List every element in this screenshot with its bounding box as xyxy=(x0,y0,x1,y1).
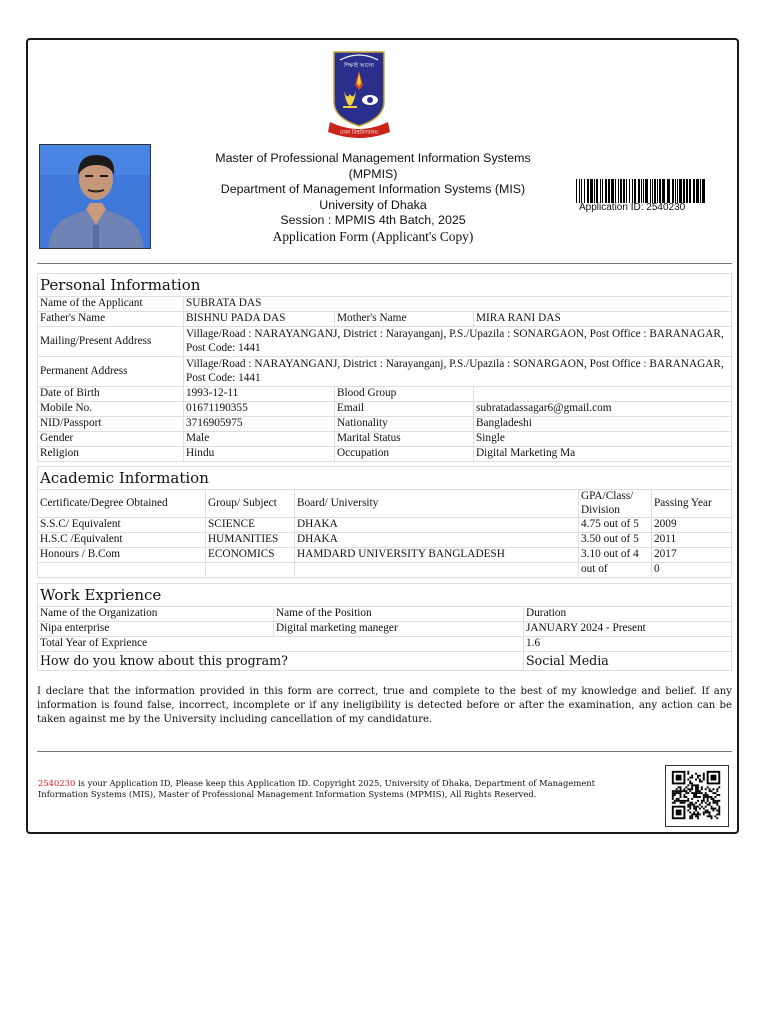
academic-cell: HUMANITIES xyxy=(206,533,295,548)
academic-cell: HAMDARD UNIVERSITY BANGLADESH xyxy=(295,548,579,563)
mobile-label: Mobile No. xyxy=(38,402,184,417)
dob-label: Date of Birth xyxy=(38,387,184,402)
blood-group-value xyxy=(474,387,732,402)
marital-status-label: Marital Status xyxy=(335,432,474,447)
university-logo xyxy=(324,50,394,144)
application-id-label: Application ID: 2540230 xyxy=(579,202,686,213)
nationality-label: Nationality xyxy=(335,417,474,432)
university-name: University of Dhaka xyxy=(319,197,427,212)
academic-cell: 2009 xyxy=(652,518,732,533)
footer-text: is your Application ID, Please keep this Application ID. Copyright 2025, University of Dhaka, Department of Management Information Systems (MIS), Master of Professional Management Information Systems (MPMIS), All Rights Reserved. xyxy=(38,778,595,799)
program-abbr: (MPMIS) xyxy=(348,166,398,181)
academic-cell: DHAKA xyxy=(295,518,579,533)
blood-group-label: Blood Group xyxy=(335,387,474,402)
occupation-label: Occupation xyxy=(335,447,474,462)
applicant-name-label: Name of the Applicant xyxy=(38,297,184,312)
svg-text:শিক্ষাই আলো: শিক্ষাই আলো xyxy=(344,63,374,69)
academic-cell: out of xyxy=(579,563,652,578)
occupation-value: Digital Marketing Ma xyxy=(474,447,732,462)
total-experience-label: Total Year of Exprience xyxy=(38,637,524,652)
footer-divider xyxy=(37,751,732,752)
academic-cell: 4.75 out of 5 xyxy=(579,518,652,533)
mobile-value: 01671190355 xyxy=(184,402,335,417)
program-title: Master of Professional Management Information Systems xyxy=(215,151,531,165)
personal-heading: Personal Information xyxy=(38,274,732,297)
religion-label: Religion xyxy=(38,447,184,462)
academic-col-year: Passing Year xyxy=(652,490,732,518)
father-name-value: BISHNU PADA DAS xyxy=(184,312,335,327)
form-title: Application Form (Applicant's Copy) xyxy=(272,228,474,244)
academic-cell: 3.50 out of 5 xyxy=(579,533,652,548)
religion-value: Hindu xyxy=(184,447,335,462)
mailing-address-value: Village/Road : NARAYANGANJ, District : Narayanganj, P.S./Upazila : SONARGAON, Post Office : BARANAGAR, Post Code: 1441 xyxy=(184,327,732,357)
table-row xyxy=(38,533,732,548)
nid-value: 3716905975 xyxy=(184,417,335,432)
work-position: Digital marketing maneger xyxy=(274,622,524,637)
logo-ribbon-text: ঢাকা বিশ্ববিদ্যালয় xyxy=(340,130,378,136)
gender-value: Male xyxy=(184,432,335,447)
footer-note xyxy=(38,778,623,799)
applicant-photo xyxy=(39,144,151,249)
academic-information-section xyxy=(37,466,732,578)
father-name-label: Father's Name xyxy=(38,312,184,327)
academic-heading: Academic Information xyxy=(38,467,732,490)
how-know-label: How do you know about this program? xyxy=(38,652,524,671)
footer-application-id: 2540230 xyxy=(38,778,76,788)
application-form-sheet xyxy=(26,38,739,834)
academic-col-board: Board/ University xyxy=(295,490,579,518)
academic-cell xyxy=(206,563,295,578)
application-qr-code xyxy=(665,765,729,827)
academic-cell: 0 xyxy=(652,563,732,578)
academic-cell: 2011 xyxy=(652,533,732,548)
declaration-text: I declare that the information provided in this form are correct, true and complete to the best of my knowledge and belief. If any information is found false, incorrect, incomplete or if any ineligibility is detected before or after the examination, any action can be taken against me by the University including cancellation of my candidature. xyxy=(37,686,732,726)
academic-cell xyxy=(38,563,206,578)
work-col-organization: Name of the Organization xyxy=(38,607,274,622)
permanent-address-label: Permanent Address xyxy=(38,357,184,387)
header-divider xyxy=(37,263,732,264)
email-label: Email xyxy=(335,402,474,417)
table-row xyxy=(38,622,732,637)
applicant-name-value: SUBRATA DAS xyxy=(184,297,732,312)
form-header xyxy=(178,151,568,245)
nationality-value: Bangladeshi xyxy=(474,417,732,432)
mailing-address-label: Mailing/Present Address xyxy=(38,327,184,357)
academic-col-certificate: Certificate/Degree Obtained xyxy=(38,490,206,518)
academic-cell: Honours / B.Com xyxy=(38,548,206,563)
table-row xyxy=(38,518,732,533)
personal-information-section xyxy=(37,273,732,462)
total-experience-value: 1.6 xyxy=(524,637,732,652)
academic-cell: H.S.C /Equivalent xyxy=(38,533,206,548)
work-col-duration: Duration xyxy=(524,607,732,622)
marital-status-value: Single xyxy=(474,432,732,447)
nid-label: NID/Passport xyxy=(38,417,184,432)
academic-col-gpa: GPA/Class/ Division xyxy=(579,490,652,518)
academic-cell: 3.10 out of 4 xyxy=(579,548,652,563)
work-duration: JANUARY 2024 - Present xyxy=(524,622,732,637)
academic-cell: 2017 xyxy=(652,548,732,563)
academic-cell: S.S.C/ Equivalent xyxy=(38,518,206,533)
work-organization: Nipa enterprise xyxy=(38,622,274,637)
work-heading: Work Exprience xyxy=(38,584,732,607)
work-experience-section xyxy=(37,583,732,671)
mother-name-label: Mother's Name xyxy=(335,312,474,327)
email-value: subratadassagar6@gmail.com xyxy=(474,402,732,417)
how-know-value: Social Media xyxy=(524,652,732,671)
session-line: Session : MPMIS 4th Batch, 2025 xyxy=(280,213,466,228)
application-barcode xyxy=(576,179,706,203)
academic-cell: ECONOMICS xyxy=(206,548,295,563)
dob-value: 1993-12-11 xyxy=(184,387,335,402)
academic-cell: SCIENCE xyxy=(206,518,295,533)
permanent-address-value: Village/Road : NARAYANGANJ, District : Narayanganj, P.S./Upazila : SONARGAON, Post Office : BARANAGAR, Post Code: 1441 xyxy=(184,357,732,387)
mother-name-value: MIRA RANI DAS xyxy=(474,312,732,327)
academic-col-group: Group/ Subject xyxy=(206,490,295,518)
academic-cell xyxy=(295,563,579,578)
table-row xyxy=(38,563,732,578)
table-row xyxy=(38,548,732,563)
academic-cell: DHAKA xyxy=(295,533,579,548)
gender-label: Gender xyxy=(38,432,184,447)
department-name: Department of Management Information Systems (MIS) xyxy=(220,182,526,197)
work-col-position: Name of the Position xyxy=(274,607,524,622)
